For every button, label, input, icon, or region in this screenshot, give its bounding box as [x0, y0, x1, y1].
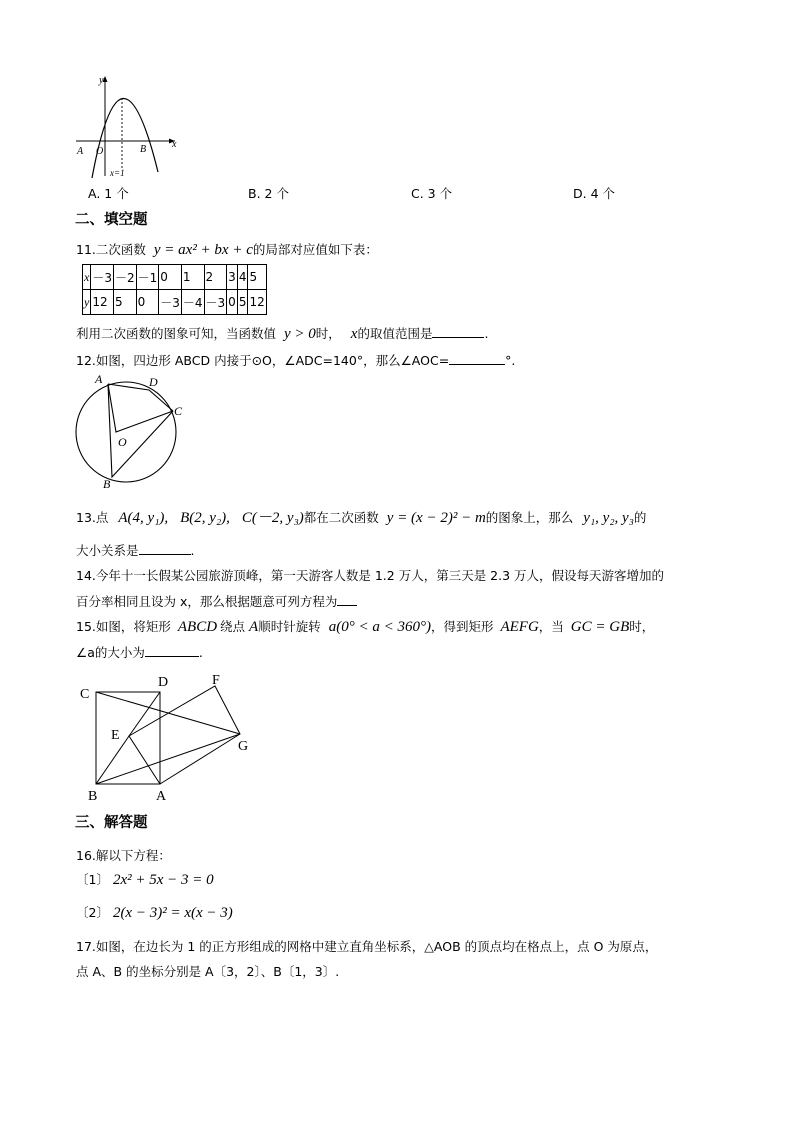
q16-eq1: 2x² + 5x − 3 = 0 [112, 872, 214, 888]
graph-label-a: A [77, 146, 84, 157]
q13-answer-blank [139, 554, 191, 555]
table-cell: －3 [204, 290, 227, 315]
section2-title: 二、填空题 [75, 212, 148, 228]
table-cell: 5 [248, 265, 266, 290]
q14-answer-blank [337, 605, 357, 606]
q13-point-c: C(－2, y₃) [241, 510, 304, 526]
table-cell: 0 [227, 290, 238, 315]
q13-point-a: A(4, y₁), [118, 510, 169, 526]
q16-eq1-label: 〔1〕 [76, 872, 109, 887]
q17-line2: 点 A、B 的坐标分别是 A〔3，2〕、B〔1，3〕. [76, 964, 340, 979]
table-cell: x [83, 265, 91, 290]
q11-line2-c: 的取值范围是 [357, 326, 433, 341]
q13-line2-text: 大小关系是 [76, 543, 139, 558]
q14-line2-text: 百分率相同且设为 x，那么根据题意可列方程为 [76, 594, 338, 609]
table-cell: 2 [204, 265, 227, 290]
q15-point: A [249, 619, 259, 635]
q16-eq2: 2(x − 3)² = x(x − 3) [112, 905, 233, 921]
q12-label-d: D [149, 375, 158, 389]
q16-eq2-label: 〔2〕 [76, 905, 109, 920]
q15-line2 [76, 643, 203, 661]
q15-rect2: AEFG [500, 619, 539, 635]
q15-label-a: A [156, 789, 167, 804]
q11-answer-blank [432, 337, 484, 338]
q15-rectangle-figure [72, 670, 262, 806]
graph-label-axis: x=1 [110, 168, 125, 178]
q16-eq1-line [76, 870, 214, 889]
q13-ys: y₁, y₂, y₃ [583, 510, 634, 526]
q13-mid: 都在二次函数 [303, 510, 379, 525]
q12-label-a: A [95, 372, 103, 386]
table-cell: 5 [113, 290, 136, 315]
q13-line2 [76, 541, 195, 559]
table-cell: 3 [227, 265, 238, 290]
table-cell: 0 [136, 290, 159, 315]
q11-prefix: 11.二次函数 [76, 242, 146, 257]
graph-label-y: y [99, 75, 104, 86]
q15-p3: 顺时针旋转 [258, 619, 321, 634]
q12-label-b: B [103, 477, 111, 491]
q15-label-b: B [88, 789, 98, 804]
q11-formula: y = ax² + bx + c [153, 242, 253, 258]
q13-point-b: B(2, y₂), [180, 510, 230, 526]
q16-title: 16.解以下方程： [76, 848, 171, 863]
q12-text: 12.如图，四边形 ABCD 内接于⊙O，∠ADC=140°，那么∠AOC= [76, 353, 450, 368]
q11-value-table [82, 264, 267, 315]
q13-line2-end: . [190, 543, 195, 558]
table-cell: －2 [113, 265, 136, 290]
q15-condition: GC = GB [570, 619, 630, 635]
graph-label-b: B [140, 144, 147, 155]
q14-line1: 14.今年十一长假某公园旅游顶峰，第一天游客人数是 1.2 万人，第三天是 2.3 万人，假设每天游客增加的 [76, 568, 665, 583]
q15-label-f: F [212, 673, 220, 688]
table-cell: 12 [91, 290, 114, 315]
q12-label-o: O [118, 435, 127, 449]
q10-option-d: D. 4 个 [573, 186, 615, 201]
table-cell: 12 [248, 290, 266, 315]
q12-answer-blank [449, 364, 505, 365]
table-cell: 4 [237, 265, 248, 290]
q13-function: y = (x − 2)² − m [386, 510, 486, 526]
table-cell: 0 [159, 265, 182, 290]
q15-p5: ，当 [538, 619, 564, 634]
q12-line [76, 351, 515, 369]
graph-label-o: O [96, 146, 104, 157]
q10-parabola-figure [72, 72, 187, 180]
q11-line2-end: . [484, 326, 489, 341]
q15-label-c: C [80, 687, 90, 702]
q13-after: 的图象上，那么 [485, 510, 574, 525]
q15-p1: 15.如图，将矩形 [76, 619, 171, 634]
q15-p6: 时， [629, 619, 655, 634]
q11-condition: y > 0 [284, 326, 316, 342]
q10-option-c: C. 3 个 [411, 186, 453, 201]
q15-label-g: G [238, 739, 249, 754]
q14-line2 [76, 592, 357, 610]
q13-prefix: 13.点 [76, 510, 109, 525]
q15-label-e: E [111, 728, 120, 743]
section3-title: 三、解答题 [75, 815, 148, 831]
q12-circle-figure [70, 370, 190, 494]
q15-line2-text: ∠a的大小为 [76, 645, 145, 660]
q13-de: 的 [633, 510, 647, 525]
q15-p2: 绕点 [220, 619, 246, 634]
q17-line1: 17.如图，在边长为 1 的正方形组成的网格中建立直角坐标系，△AOB 的顶点均在格点上，点 O 为原点， [76, 939, 658, 954]
q11-line2-a: 利用二次函数的图象可知，当函数值 [76, 326, 277, 341]
q15-p4: ，得到矩形 [430, 619, 494, 634]
table-row-y [83, 290, 267, 315]
q10-option-a: A. 1 个 [88, 186, 129, 201]
q10-option-b: B. 2 个 [248, 186, 289, 201]
table-cell: －3 [91, 265, 114, 290]
table-cell: －1 [136, 265, 159, 290]
q11-line1 [76, 240, 378, 259]
q11-line2-b: 时， [315, 326, 341, 341]
q15-rect1: ABCD [177, 619, 218, 635]
q15-line2-end: . [198, 645, 203, 660]
table-cell: －3 [159, 290, 182, 315]
q11-var: x [350, 326, 358, 342]
table-cell: －4 [181, 290, 204, 315]
q15-line1 [76, 617, 654, 636]
q15-label-d: D [158, 675, 169, 690]
q13-line1 [76, 506, 646, 527]
table-cell: y [83, 290, 91, 315]
graph-label-x: x [172, 139, 177, 150]
q15-angle: a(0° < a < 360°) [328, 619, 431, 635]
q15-answer-blank [145, 656, 199, 657]
q12-end: °. [505, 353, 516, 368]
q12-label-c: C [174, 404, 183, 418]
q11-suffix: 的局部对应值如下表： [252, 242, 378, 257]
q11-line2 [76, 324, 488, 343]
q16-eq2-line [76, 903, 233, 922]
table-cell: 5 [237, 290, 248, 315]
table-row-x [83, 265, 267, 290]
table-cell: 1 [181, 265, 204, 290]
